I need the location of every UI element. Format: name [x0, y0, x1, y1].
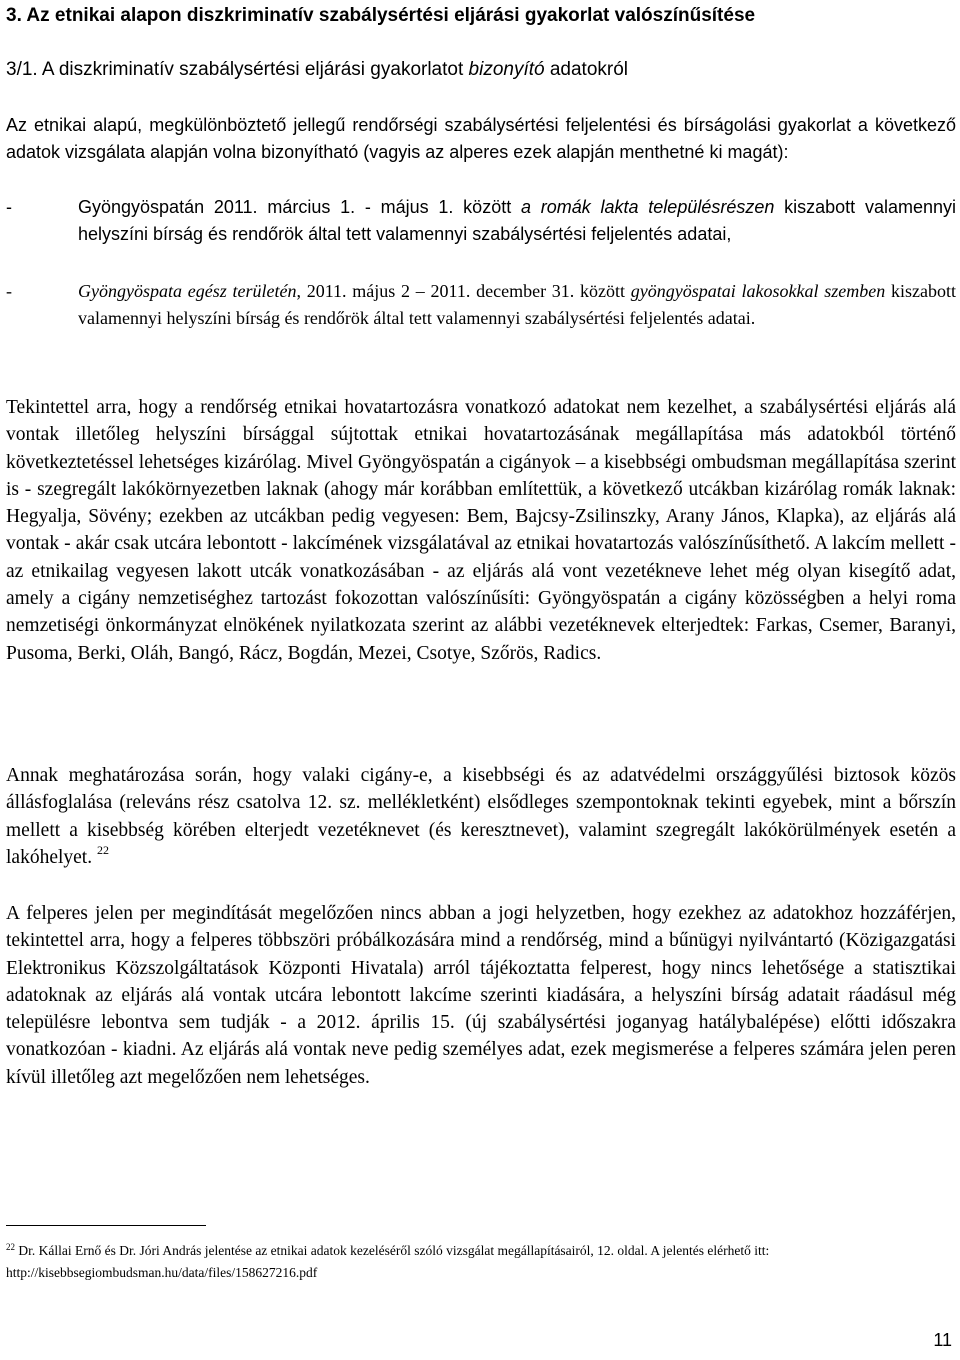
bullet-text-part: , 2011. május 2 – 2011. december 31. között: [296, 281, 631, 301]
bullet-dash: -: [6, 197, 12, 217]
bullet-text-part: kiszabott valamennyi helyszíni bírság és rendőrök által tett valamennyi szabálysértési feljelentés adatai.: [78, 281, 956, 328]
intro-paragraph: Az etnikai alapú, megkülönböztető jellegű rendőrségi szabálysértési feljelentési és bírságolási gyakorlat a következő adatok vizsgálata alapján volna bizonyítható (vagyis az alperes ezek alapján menthetné ki magát):: [6, 115, 956, 162]
footnote-reference[interactable]: 22: [96, 842, 109, 857]
body-paragraph: Tekintettel arra, hogy a rendőrség etnikai hovatartozásra vonatkozó adatokat nem kezelhet, a szabálysértési eljárás alá vontak illetőleg helyszíni bírsággal sújtottak etnikai hovatartozásának megállapítása más adatokból történő következtetéssel lehetséges kizárólag. Mivel Gyöngyöspatán a cigányok – a kisebbségi ombudsman megállapítása szerint is - szegregált lakókörnyezetben laknak (ahogy már korábban említettük, a következő utcákban kizárólag romák laknak: Hegyalja, Sövény; ezekben az utcákban pedig vegyesen: Bem, Bajcsy-Zsilinszky, Arany János, Klapka), az eljárás alá vontak - akár csak utcára lebontott - lakcímének vizsgálatával az etnikai hovatartozás valószínűsíthető. A lakcím mellett - az etnikailag vegyesen lakott utcák vonatkozásában - az eljárás alá vont vezetékneve lehet még olyan kisegítő adat, amely a cigány nemzetiséghez tartozást fokozottan valószínűsíti: Gyöngyöspatán a cigány közösségben a helyi roma nemzetiségi önkormányzat elnökének nyilatkozata szerint az alábbi vezetéknevek elterjedtek: Farkas, Csemer, Baranyi, Pusoma, Berki, Oláh, Bangó, Rácz, Bogdán, Mezei, Csotye, Szőrös, Radics.: [6, 397, 956, 664]
bullet-text: [78, 194, 956, 248]
bullet-text-emphasis: a romák lakta településrészen: [520, 197, 775, 217]
subsection-heading-part: adatokról: [544, 59, 629, 80]
body-paragraph: [6, 762, 956, 871]
page-number: 11: [933, 1330, 952, 1350]
subsection-heading: [6, 58, 956, 82]
subsection-heading-emphasis: bizonyító: [468, 59, 545, 80]
bullet-text-part: kiszabott valamennyi helyszíni bírság és rendőrök által tett valamennyi szabálysértési feljelentés adatai,: [78, 197, 956, 244]
footnote: [6, 1240, 956, 1284]
bullet-dash: -: [6, 281, 12, 301]
footnote-text: Dr. Kállai Ernő és Dr. Jóri András jelentése az etnikai adatok kezeléséről szóló vizsgálat megállapításairól, 12. oldal. A jelentés elérhető itt: http://kisebbsegiombudsman.hu/data/files/158627216.pdf: [6, 1243, 770, 1280]
subsection-heading-part: 3/1. A diszkriminatív szabálysértési eljárási gyakorlatot: [6, 59, 469, 80]
bullet-item: [6, 194, 956, 248]
body-paragraph-text: Annak meghatározása során, hogy valaki cigány-e, a kisebbségi és az adatvédelmi országgyűlési biztosok közös állásfoglalása (releváns rész csatolva 12. sz. mellékletként) elsődleges szempontoknak tekinti egyebek, mint a bőrszín mellett a kisebbség körében elterjedt vezetéknevet (és keresztnevet), valamint szegregált lakókörülmények esetén a lakóhelyet.: [6, 765, 956, 868]
bullet-text-emphasis: gyöngyöspatai lakosokkal szemben: [630, 281, 886, 301]
bullet-text-part: Gyöngyöspatán 2011. március 1. - május 1. között: [78, 197, 521, 217]
body-paragraph: A felperes jelen per megindítását megelőzően nincs abban a jogi helyzetben, hogy ezekhez az adatokhoz hozzáférjen, tekintettel arra, hogy a felperes többszöri próbálkozására mind a rendőrség, mind a bűnügyi nyilvántartó (Közigazgatási Elektronikus Közszolgáltatások Központi Hivatala) arról tájékoztatta felperest, hogy nincs lehetősége a statisztikai adatoknak az eljárás alá vontak utcára lebontott lakcíme szerinti kiadására, a helyszíni bírság adatait ráadásul még településre lebontva sem tudják - a 2012. április 15. (új szabálysértési joganyag hatálybalépése) előtti időszakra vonatkozóan - kiadni. Az eljárás alá vontak neve pedig személyes adat, ezek megismerése a felperes számára jelen peren kívül illetőleg azt megelőzően nem lehetséges.: [6, 903, 956, 1088]
bullet-text-emphasis: Gyöngyöspata egész területén: [78, 281, 297, 301]
bullet-item: [6, 278, 956, 332]
footnote-divider: [6, 1225, 206, 1226]
section-heading: 3. Az etnikai alapon diszkriminatív szabálysértési eljárási gyakorlat valószínűsítése: [6, 5, 756, 26]
footnote-number: 22: [6, 1242, 15, 1252]
bullet-text: [78, 278, 956, 332]
